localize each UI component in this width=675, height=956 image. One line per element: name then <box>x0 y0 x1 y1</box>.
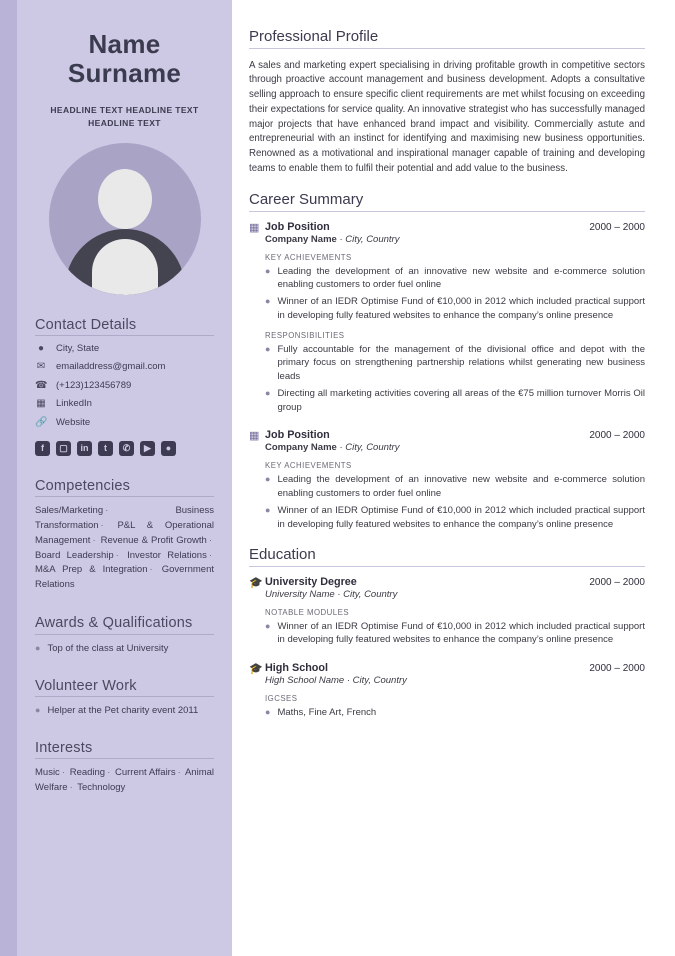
competency-item: Business Transformation <box>35 505 214 532</box>
volunteer-heading: Volunteer Work <box>35 678 137 695</box>
career-entry <box>249 220 645 415</box>
first-name: Name <box>88 29 161 59</box>
bullet-item <box>265 706 645 720</box>
divider <box>249 566 645 567</box>
job-location: City, Country <box>345 233 400 245</box>
last-name: Surname <box>67 58 182 89</box>
phone-icon: ☎ <box>35 379 48 391</box>
name-block <box>35 0 214 129</box>
bullet-list <box>265 473 645 531</box>
education-location: City, Country <box>352 675 407 687</box>
interest-item: Music <box>35 766 60 778</box>
bullet-list <box>265 265 645 323</box>
separator: · <box>336 442 346 454</box>
job-company: Company Name <box>265 233 337 245</box>
divider <box>35 496 214 497</box>
interest-item: Reading <box>69 766 106 778</box>
contact-heading: Contact Details <box>35 316 137 333</box>
career-entry <box>249 428 645 531</box>
bullet-dot-icon: ● <box>265 474 271 485</box>
headline-text: HEADLINE TEXT HEADLINE TEXT HEADLINE TEXT <box>50 105 199 128</box>
link-icon: 🔗 <box>35 416 48 428</box>
avatar-head <box>98 169 152 229</box>
education-institution: University Name <box>265 588 335 600</box>
bullet-item <box>265 387 645 415</box>
bullet-item <box>265 265 645 293</box>
education-heading: Education <box>249 545 316 563</box>
bullet-item <box>265 504 645 532</box>
bullet-dot-icon: ● <box>265 504 271 515</box>
job-date: 2000 – 2000 <box>589 430 645 442</box>
education-date: 2000 – 2000 <box>589 576 645 588</box>
awards-heading: Awards & Qualifications <box>35 614 193 631</box>
bullet-item <box>265 295 645 323</box>
contact-item-location <box>35 343 214 356</box>
divider <box>35 696 214 697</box>
contact-item-website[interactable] <box>35 417 214 430</box>
bullet-text: Leading the development of an innovative new website and e-commerce solution enabling customers to order fuel online <box>277 474 645 500</box>
competencies-heading: Competencies <box>35 478 131 495</box>
bullet-item <box>265 620 645 648</box>
bullet-dot-icon: ● <box>35 643 41 654</box>
job-company-location <box>265 234 645 245</box>
competency-item: M&A Prep & Integration <box>35 564 148 576</box>
job-title: Job Position <box>265 429 330 442</box>
group-label: RESPONSIBILITIES <box>265 330 345 340</box>
contact-email-text: emailaddress@gmail.com <box>56 361 166 373</box>
awards-item <box>35 642 214 656</box>
sidebar <box>17 0 232 956</box>
separator: · <box>344 675 353 687</box>
bullet-list <box>265 620 645 648</box>
bullet-list <box>265 706 645 720</box>
bullet-text: Leading the development of an innovative new website and e-commerce solution enabling customers to order fuel online <box>277 265 645 291</box>
university-icon: 🎓 <box>249 576 263 589</box>
competency-item: Government Relations <box>35 564 214 590</box>
location-pin-icon: ● <box>37 342 45 354</box>
job-location: City, Country <box>345 442 400 454</box>
contact-website-text: Website <box>56 416 91 428</box>
contact-linkedin-text: LinkedIn <box>56 398 92 410</box>
education-entry <box>249 575 645 648</box>
group-label: IGCSES <box>265 694 298 704</box>
group-label: NOTABLE MODULES <box>265 607 350 617</box>
contact-item-linkedin[interactable] <box>35 398 214 411</box>
separator: · <box>336 233 346 245</box>
career-entry-header <box>249 220 645 233</box>
github-icon[interactable]: ● <box>161 441 176 456</box>
education-date: 2000 – 2000 <box>589 663 645 675</box>
instagram-icon[interactable]: ▢ <box>56 441 71 456</box>
education-entry-header <box>249 575 645 588</box>
contact-location-text: City, State <box>56 342 100 354</box>
contact-item-phone[interactable] <box>35 380 214 393</box>
bullet-text: Winner of an IEDR Optimise Fund of €10,000 in 2012 which included practical support in developing fully featured websites to enhance the company’s online presence <box>277 620 645 646</box>
section-education <box>249 546 645 720</box>
bullet-text: Fully accountable for the management of the divisional office and depot with the primary focus on strengthening partnership relations whilst generating new business leads <box>277 343 645 383</box>
interest-item: Current Affairs <box>114 766 176 778</box>
bullet-dot-icon: ● <box>265 620 271 631</box>
briefcase-icon: ▦ <box>249 430 260 443</box>
education-location: City, Country <box>343 588 398 600</box>
bullet-list <box>265 343 645 415</box>
education-institution-location <box>265 675 645 686</box>
bullet-dot-icon: ● <box>265 343 271 354</box>
contact-item-email[interactable] <box>35 361 214 374</box>
education-institution: High School Name <box>265 675 345 687</box>
main-content <box>232 0 675 956</box>
competency-item: P&L & Operational Management <box>35 520 214 546</box>
profile-heading: Professional Profile <box>249 28 379 45</box>
divider <box>35 634 214 635</box>
career-heading: Career Summary <box>249 190 364 208</box>
job-date: 2000 – 2000 <box>589 221 645 233</box>
twitter-icon[interactable]: t <box>98 441 113 456</box>
youtube-icon[interactable]: ▶ <box>140 441 155 456</box>
group-label: KEY ACHIEVEMENTS <box>265 252 352 262</box>
university-icon: 🎓 <box>249 663 263 676</box>
competency-item: Board Leadership <box>35 549 114 561</box>
contact-phone-text: (+123)123456789 <box>56 379 132 391</box>
competencies-list: Sales/Marketing · Business Transformation · P&L & Operational Management · Revenue & Profit Growth · Board Leadership · Investor Relations · M&A Prep & Integration · Government Relations <box>35 505 214 590</box>
section-career-summary <box>249 191 645 532</box>
career-entry-header <box>249 428 645 441</box>
bullet-item <box>265 473 645 501</box>
bullet-dot-icon: ● <box>265 265 271 276</box>
education-entry <box>249 661 645 720</box>
volunteer-item <box>35 704 214 718</box>
bullet-item <box>265 343 645 384</box>
job-title: Job Position <box>265 220 330 233</box>
section-professional-profile <box>249 28 645 177</box>
linkedin-icon[interactable]: in <box>77 441 92 456</box>
divider <box>249 211 645 212</box>
interests-list: Music · Reading · Current Affairs · Animal Welfare · Technology <box>35 766 215 793</box>
bullet-dot-icon: ● <box>265 296 271 307</box>
awards-item-text: Top of the class at University <box>47 643 169 655</box>
separator: · <box>334 588 344 600</box>
divider <box>35 758 214 759</box>
competency-item: Revenue & Profit Growth <box>100 534 207 546</box>
education-title: University Degree <box>265 575 357 588</box>
social-links <box>35 441 214 456</box>
bullet-dot-icon: ● <box>35 705 41 716</box>
bullet-dot-icon: ● <box>265 707 271 718</box>
job-company: Company Name <box>265 442 337 454</box>
bullet-text: Directing all marketing activities covering all areas of the €75 million turnover Morris Oil group <box>277 387 645 413</box>
whatsapp-icon[interactable]: ✆ <box>119 441 134 456</box>
page-edge-strip <box>0 0 17 956</box>
education-title: High School <box>265 662 328 675</box>
competency-item: Investor Relations <box>127 549 207 561</box>
bullet-dot-icon: ● <box>265 387 271 398</box>
job-company-location <box>265 442 645 453</box>
briefcase-icon: ▦ <box>249 221 260 234</box>
bullet-text: Winner of an IEDR Optimise Fund of €10,000 in 2012 which included practical support in developing fully featured websites to enhance the company’s online presence <box>277 296 645 321</box>
profile-paragraph: A sales and marketing expert specialising in driving profitable growth in competitive sectors through proactive account management and business development. Adopts a consultative selling approach to ensure specific client requirements are met whilst focusing on exceeding their expectations for service quality. An innovative strategist who has successfully managed major projects that have enhanced brand impact and visibility. Commercially astute and entrepreneurial with an instinct for identifying and maximising new business opportunities. Renowned as a motivational and inspirational manager capable of training and developing teams to enable them to fulfil their potential and add value to the business. <box>249 59 645 174</box>
avatar <box>49 143 201 295</box>
education-institution-location <box>265 589 645 600</box>
linkedin-icon: ▦ <box>36 398 46 410</box>
divider <box>249 48 645 49</box>
bullet-text: Winner of an IEDR Optimise Fund of €10,000 in 2012 which included practical support in developing fully featured websites to enhance the company’s online presence <box>277 504 645 530</box>
interest-item: Technology <box>77 781 126 793</box>
facebook-icon[interactable]: f <box>35 441 50 456</box>
divider <box>35 335 214 336</box>
competency-item: Sales/Marketing <box>35 505 104 517</box>
education-entry-header <box>249 661 645 674</box>
volunteer-item-text: Helper at the Pet charity event 2011 <box>47 705 199 717</box>
group-label: KEY ACHIEVEMENTS <box>265 461 352 471</box>
interest-item: Animal Welfare <box>35 766 215 793</box>
interests-heading: Interests <box>35 739 93 756</box>
envelope-icon: ✉ <box>36 361 46 373</box>
bullet-text: Maths, Fine Art, French <box>277 707 377 719</box>
